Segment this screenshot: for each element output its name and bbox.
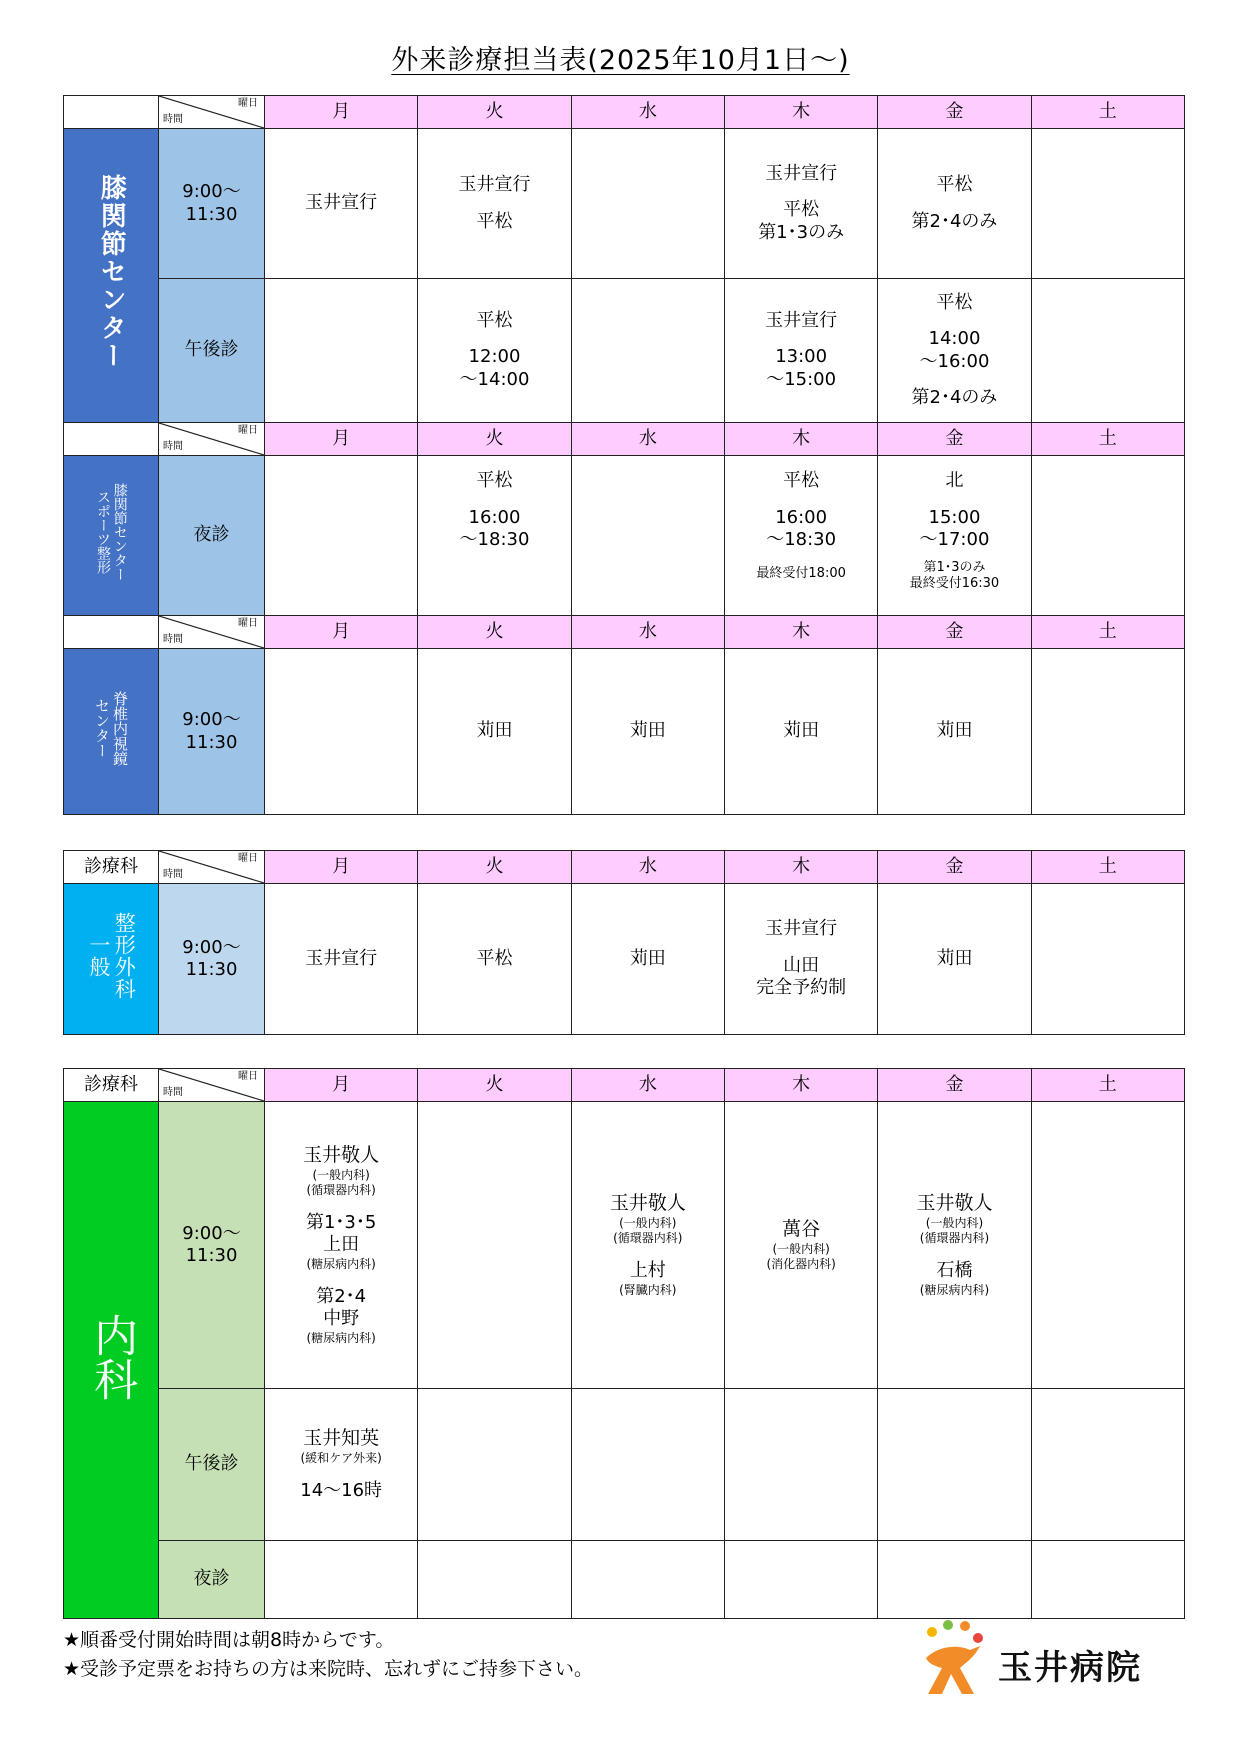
day-wed: 水 — [571, 1069, 724, 1102]
dept-internal-medicine: 内科 — [64, 1102, 159, 1619]
time-am: 9:00～ 11:30 — [159, 129, 265, 279]
cell-knee-pm-sat — [1031, 279, 1184, 423]
knee-am-row — [64, 129, 1185, 279]
cell-spine-thu: 苅田 — [724, 649, 877, 815]
cell-ortho-thu: 玉井宣行 山田 完全予約制 — [724, 884, 877, 1035]
day-header-row — [64, 96, 1185, 129]
day-thu: 木 — [724, 423, 877, 456]
day-sat: 土 — [1031, 423, 1184, 456]
internal-am-row — [64, 1102, 1185, 1389]
cell-knee-pm-mon — [265, 279, 418, 423]
dept-orthopedics: 整形外科 一般 — [64, 884, 159, 1035]
day-sat: 土 — [1031, 96, 1184, 129]
day-fri: 金 — [878, 851, 1031, 884]
day-wed: 水 — [571, 851, 724, 884]
day-sat: 土 — [1031, 616, 1184, 649]
cell-knee-am-mon: 玉井宣行 — [265, 129, 418, 279]
day-sat: 土 — [1031, 851, 1184, 884]
sports-night-row — [64, 456, 1185, 616]
day-wed: 水 — [571, 96, 724, 129]
header-corner: 曜日 時間 — [159, 1069, 265, 1102]
day-tue: 火 — [418, 96, 571, 129]
footer-notes — [63, 1626, 593, 1684]
cell-knee-am-sat — [1031, 129, 1184, 279]
cell-internal-night-fri — [878, 1541, 1031, 1619]
day-fri: 金 — [878, 616, 1031, 649]
note-line: ★順番受付開始時間は朝8時からです。 — [63, 1629, 395, 1651]
day-header-row — [64, 851, 1185, 884]
cell-sports-wed — [571, 456, 724, 616]
cell-ortho-wed: 苅田 — [571, 884, 724, 1035]
day-mon: 月 — [265, 423, 418, 456]
time-night: 夜診 — [159, 1541, 265, 1619]
cell-internal-pm-fri — [878, 1389, 1031, 1541]
day-thu: 木 — [724, 616, 877, 649]
cell-knee-am-thu: 玉井宣行 平松 第1･3のみ — [724, 129, 877, 279]
cell-knee-pm-fri: 平松 14:00 ～16:00 第2･4のみ — [878, 279, 1031, 423]
schedule-table-ortho — [63, 850, 1185, 1035]
header-dept-label: 診療科 — [64, 851, 159, 884]
time-am: 9:00～ 11:30 — [159, 884, 265, 1035]
day-wed: 水 — [571, 423, 724, 456]
cell-knee-pm-wed — [571, 279, 724, 423]
day-mon: 月 — [265, 1069, 418, 1102]
internal-night-row — [64, 1541, 1185, 1619]
cell-ortho-sat — [1031, 884, 1184, 1035]
cell-internal-am-fri: 玉井敬人 (一般内科) (循環器内科) 石橋 (糖尿病内科) — [878, 1102, 1031, 1389]
cell-sports-mon — [265, 456, 418, 616]
day-mon: 月 — [265, 616, 418, 649]
cell-internal-am-mon: 玉井敬人 (一般内科) (循環器内科) 第1･3･5 上田 (糖尿病内科) 第2･4 中野 (糖尿病内科) — [265, 1102, 418, 1389]
cell-sports-fri: 北 15:00 ～17:00 第1･3のみ 最終受付16:30 — [878, 456, 1031, 616]
hospital-logo — [918, 1618, 1158, 1698]
dept-knee-sports: 膝関節センター スポーツ整形 — [64, 456, 159, 616]
header-corner: 曜日 時間 — [159, 851, 265, 884]
cell-spine-mon — [265, 649, 418, 815]
cell-internal-am-thu: 萬谷 (一般内科) (消化器内科) — [724, 1102, 877, 1389]
time-night: 夜診 — [159, 456, 265, 616]
header-corner: 曜日 時間 — [159, 96, 265, 129]
cell-internal-pm-mon: 玉井知英 (緩和ケア外来) 14～16時 — [265, 1389, 418, 1541]
cell-ortho-mon: 玉井宣行 — [265, 884, 418, 1035]
day-sat: 土 — [1031, 1069, 1184, 1102]
day-mon: 月 — [265, 96, 418, 129]
cell-internal-pm-wed — [571, 1389, 724, 1541]
day-tue: 火 — [418, 423, 571, 456]
day-thu: 木 — [724, 851, 877, 884]
cell-spine-sat — [1031, 649, 1184, 815]
cell-sports-tue: 平松 16:00 ～18:30 — [418, 456, 571, 616]
day-fri: 金 — [878, 96, 1031, 129]
cell-internal-night-sat — [1031, 1541, 1184, 1619]
schedule-table-knee — [63, 95, 1185, 815]
cell-internal-pm-sat — [1031, 1389, 1184, 1541]
cell-sports-sat — [1031, 456, 1184, 616]
cell-knee-pm-tue: 平松 12:00 ～14:00 — [418, 279, 571, 423]
day-tue: 火 — [418, 1069, 571, 1102]
day-wed: 水 — [571, 616, 724, 649]
header-blank — [64, 423, 159, 456]
day-thu: 木 — [724, 1069, 877, 1102]
time-am: 9:00～ 11:30 — [159, 649, 265, 815]
cell-internal-night-thu — [724, 1541, 877, 1619]
cell-knee-pm-thu: 玉井宣行 13:00 ～15:00 — [724, 279, 877, 423]
day-tue: 火 — [418, 616, 571, 649]
time-am: 9:00～ 11:30 — [159, 1102, 265, 1389]
time-pm: 午後診 — [159, 1389, 265, 1541]
cell-ortho-tue: 平松 — [418, 884, 571, 1035]
spine-row — [64, 649, 1185, 815]
cell-spine-fri: 苅田 — [878, 649, 1031, 815]
header-corner: 曜日 時間 — [159, 616, 265, 649]
internal-pm-row — [64, 1389, 1185, 1541]
day-fri: 金 — [878, 423, 1031, 456]
cell-internal-am-sat — [1031, 1102, 1184, 1389]
cell-knee-am-tue: 玉井宣行 平松 — [418, 129, 571, 279]
note-line: ★受診予定票をお持ちの方は来院時、忘れずにご持参下さい。 — [63, 1658, 594, 1680]
header-dept-label: 診療科 — [64, 1069, 159, 1102]
header-blank — [64, 616, 159, 649]
day-header-row — [64, 1069, 1185, 1102]
time-pm: 午後診 — [159, 279, 265, 423]
cell-internal-pm-thu — [724, 1389, 877, 1541]
cell-internal-am-tue — [418, 1102, 571, 1389]
day-header-row — [64, 616, 1185, 649]
knee-pm-row — [64, 279, 1185, 423]
ortho-row — [64, 884, 1185, 1035]
cell-knee-am-wed — [571, 129, 724, 279]
cell-knee-am-fri: 平松 第2･4のみ — [878, 129, 1031, 279]
hospital-name: 玉井病院 — [998, 1648, 1142, 1688]
day-fri: 金 — [878, 1069, 1031, 1102]
schedule-table-internal — [63, 1068, 1185, 1619]
cell-internal-night-mon — [265, 1541, 418, 1619]
cell-spine-wed: 苅田 — [571, 649, 724, 815]
header-corner: 曜日 時間 — [159, 423, 265, 456]
header-blank — [64, 96, 159, 129]
dept-spine: 脊椎内視鏡 センター — [64, 649, 159, 815]
cell-sports-thu: 平松 16:00 ～18:30 最終受付18:00 — [724, 456, 877, 616]
day-mon: 月 — [265, 851, 418, 884]
day-header-row — [64, 423, 1185, 456]
dept-knee-center: 膝関節センター — [64, 129, 159, 423]
cell-internal-night-tue — [418, 1541, 571, 1619]
cell-ortho-fri: 苅田 — [878, 884, 1031, 1035]
cell-internal-pm-tue — [418, 1389, 571, 1541]
cell-internal-am-wed: 玉井敬人 (一般内科) (循環器内科) 上村 (腎臓内科) — [571, 1102, 724, 1389]
hospital-logo-mark-icon — [918, 1618, 988, 1696]
page-title: 外来診療担当表(2025年10月1日～) — [391, 45, 850, 76]
day-tue: 火 — [418, 851, 571, 884]
cell-internal-night-wed — [571, 1541, 724, 1619]
cell-spine-tue: 苅田 — [418, 649, 571, 815]
day-thu: 木 — [724, 96, 877, 129]
